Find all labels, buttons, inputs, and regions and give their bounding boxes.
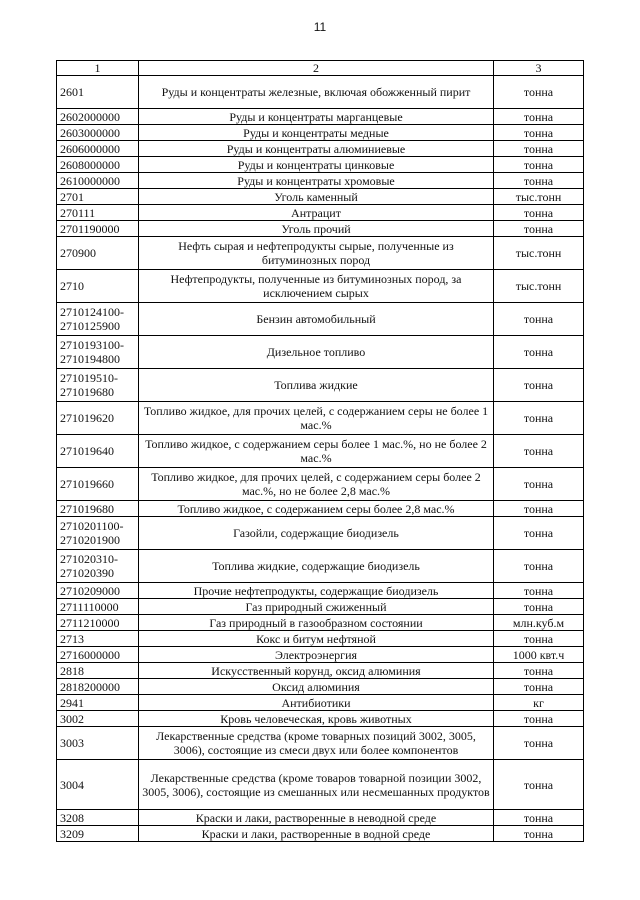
row-name: Антрацит <box>139 205 494 221</box>
row-unit: тыс.тонн <box>494 237 584 270</box>
row-code: 2710209000 <box>57 583 139 599</box>
row-unit: тонна <box>494 727 584 760</box>
row-code: 2710193100-2710194800 <box>57 336 139 369</box>
row-unit: тонна <box>494 599 584 615</box>
row-name: Руды и концентраты алюминиевые <box>139 141 494 157</box>
row-name: Кокс и битум нефтяной <box>139 631 494 647</box>
row-unit: тонна <box>494 517 584 550</box>
row-unit: тонна <box>494 583 584 599</box>
row-name: Уголь прочий <box>139 221 494 237</box>
column-header-name: 2 <box>139 61 494 76</box>
row-code: 271019660 <box>57 468 139 501</box>
table-row <box>57 501 584 517</box>
table-row <box>57 663 584 679</box>
row-name: Руды и концентраты железные, включая обожженный пирит <box>139 76 494 109</box>
row-name: Электроэнергия <box>139 647 494 663</box>
row-unit: тонна <box>494 663 584 679</box>
table-row <box>57 695 584 711</box>
row-name: Антибиотики <box>139 695 494 711</box>
table-row <box>57 109 584 125</box>
row-code: 271019510-271019680 <box>57 369 139 402</box>
row-name: Газойли, содержащие биодизель <box>139 517 494 550</box>
row-code: 271019620 <box>57 402 139 435</box>
row-unit: тонна <box>494 205 584 221</box>
table-row <box>57 141 584 157</box>
row-unit: тонна <box>494 221 584 237</box>
row-name: Нефтепродукты, полученные из битуминозных пород, за исключением сырых <box>139 270 494 303</box>
table-row <box>57 468 584 501</box>
table-row <box>57 647 584 663</box>
table-row <box>57 435 584 468</box>
row-unit: кг <box>494 695 584 711</box>
row-code: 3209 <box>57 826 139 842</box>
row-code: 2818200000 <box>57 679 139 695</box>
row-code: 2701190000 <box>57 221 139 237</box>
row-unit: тонна <box>494 336 584 369</box>
row-code: 2818 <box>57 663 139 679</box>
row-name: Топливо жидкое, для прочих целей, с содержанием серы более 2 мас.%, но не более 2,8 мас.% <box>139 468 494 501</box>
row-unit: тонна <box>494 550 584 583</box>
table-row <box>57 402 584 435</box>
row-unit: тонна <box>494 173 584 189</box>
row-code: 270900 <box>57 237 139 270</box>
row-unit: тыс.тонн <box>494 270 584 303</box>
table-row <box>57 189 584 205</box>
row-code: 3004 <box>57 760 139 810</box>
row-name: Топлива жидкие <box>139 369 494 402</box>
row-name: Прочие нефтепродукты, содержащие биодизель <box>139 583 494 599</box>
row-code: 2710124100-2710125900 <box>57 303 139 336</box>
row-name: Топливо жидкое, с содержанием серы более 1 мас.%, но не более 2 мас.% <box>139 435 494 468</box>
row-unit: 1000 квт.ч <box>494 647 584 663</box>
table-row <box>57 221 584 237</box>
row-unit: тонна <box>494 369 584 402</box>
table-row <box>57 517 584 550</box>
row-name: Уголь каменный <box>139 189 494 205</box>
row-code: 2941 <box>57 695 139 711</box>
row-unit: тонна <box>494 679 584 695</box>
row-code: 270111 <box>57 205 139 221</box>
row-name: Кровь человеческая, кровь животных <box>139 711 494 727</box>
table-row <box>57 760 584 810</box>
row-unit: тонна <box>494 109 584 125</box>
row-code: 2606000000 <box>57 141 139 157</box>
row-name: Топлива жидкие, содержащие биодизель <box>139 550 494 583</box>
row-code: 2716000000 <box>57 647 139 663</box>
table-row <box>57 679 584 695</box>
row-code: 2610000000 <box>57 173 139 189</box>
row-name: Газ природный сжиженный <box>139 599 494 615</box>
table-row <box>57 727 584 760</box>
row-code: 3208 <box>57 810 139 826</box>
row-name: Газ природный в газообразном состоянии <box>139 615 494 631</box>
row-code: 3002 <box>57 711 139 727</box>
table-body <box>57 76 584 842</box>
row-code: 271020310-271020390 <box>57 550 139 583</box>
row-unit: тонна <box>494 76 584 109</box>
row-code: 3003 <box>57 727 139 760</box>
row-name: Руды и концентраты медные <box>139 125 494 141</box>
table-row <box>57 237 584 270</box>
table-row <box>57 205 584 221</box>
column-header-code: 1 <box>57 61 139 76</box>
row-name: Топливо жидкое, с содержанием серы более 2,8 мас.% <box>139 501 494 517</box>
row-code: 2601 <box>57 76 139 109</box>
row-name: Искусственный корунд, оксид алюминия <box>139 663 494 679</box>
row-code: 2711210000 <box>57 615 139 631</box>
row-code: 2603000000 <box>57 125 139 141</box>
row-name: Краски и лаки, растворенные в неводной среде <box>139 810 494 826</box>
row-unit: тонна <box>494 303 584 336</box>
table-row <box>57 303 584 336</box>
row-code: 271019680 <box>57 501 139 517</box>
row-unit: тонна <box>494 501 584 517</box>
row-name: Лекарственные средства (кроме товаров товарной позиции 3002, 3005, 3006), состоящие из смешанных или несмешанных продуктов <box>139 760 494 810</box>
table-row <box>57 826 584 842</box>
table-row <box>57 336 584 369</box>
row-code: 271019640 <box>57 435 139 468</box>
row-code: 2711110000 <box>57 599 139 615</box>
row-name: Краски и лаки, растворенные в водной среде <box>139 826 494 842</box>
row-code: 2710201100-2710201900 <box>57 517 139 550</box>
table-row <box>57 615 584 631</box>
table-row <box>57 631 584 647</box>
row-unit: тонна <box>494 141 584 157</box>
table-row <box>57 550 584 583</box>
row-code: 2602000000 <box>57 109 139 125</box>
table-row <box>57 125 584 141</box>
row-unit: тонна <box>494 826 584 842</box>
row-unit: тонна <box>494 157 584 173</box>
row-unit: млн.куб.м <box>494 615 584 631</box>
row-name: Руды и концентраты марганцевые <box>139 109 494 125</box>
row-unit: тонна <box>494 810 584 826</box>
column-header-unit: 3 <box>494 61 584 76</box>
table-row <box>57 157 584 173</box>
row-unit: тонна <box>494 631 584 647</box>
row-unit: тонна <box>494 468 584 501</box>
table-row <box>57 76 584 109</box>
row-name: Дизельное топливо <box>139 336 494 369</box>
table-header-row <box>57 61 584 76</box>
row-name: Топливо жидкое, для прочих целей, с содержанием серы не более 1 мас.% <box>139 402 494 435</box>
row-unit: тонна <box>494 435 584 468</box>
row-name: Оксид алюминия <box>139 679 494 695</box>
row-unit: тонна <box>494 402 584 435</box>
row-code: 2608000000 <box>57 157 139 173</box>
table-row <box>57 599 584 615</box>
commodity-table <box>56 60 584 842</box>
row-code: 2701 <box>57 189 139 205</box>
row-unit: тонна <box>494 711 584 727</box>
table-row <box>57 583 584 599</box>
table-row <box>57 270 584 303</box>
row-unit: тонна <box>494 125 584 141</box>
row-name: Руды и концентраты хромовые <box>139 173 494 189</box>
table-row <box>57 369 584 402</box>
table-row <box>57 711 584 727</box>
table-row <box>57 810 584 826</box>
row-unit: тыс.тонн <box>494 189 584 205</box>
row-name: Руды и концентраты цинковые <box>139 157 494 173</box>
row-code: 2710 <box>57 270 139 303</box>
row-name: Нефть сырая и нефтепродукты сырые, полученные из битуминозных пород <box>139 237 494 270</box>
page-number: 11 <box>313 20 327 34</box>
row-unit: тонна <box>494 760 584 810</box>
row-name: Бензин автомобильный <box>139 303 494 336</box>
table-row <box>57 173 584 189</box>
row-name: Лекарственные средства (кроме товарных позиций 3002, 3005, 3006), состоящие из смеси двух или более компонентов <box>139 727 494 760</box>
row-code: 2713 <box>57 631 139 647</box>
